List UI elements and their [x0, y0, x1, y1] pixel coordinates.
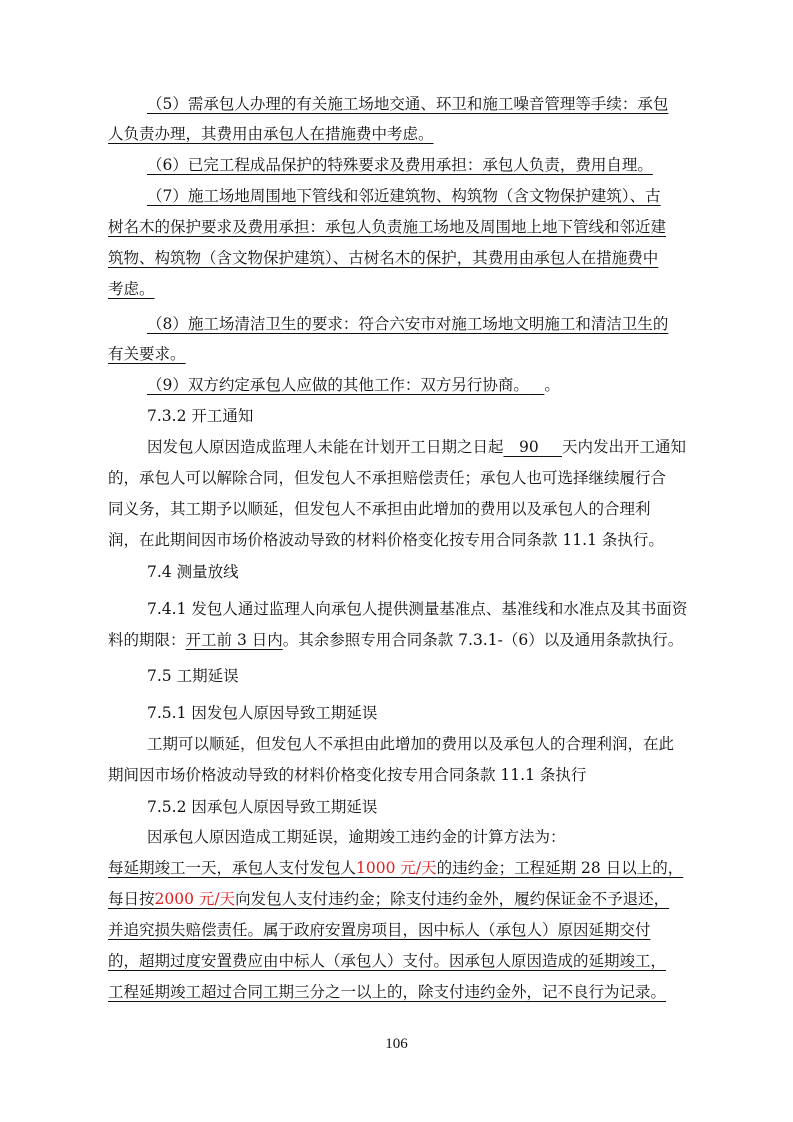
text-run: 7.5.2 因承包人原因导致工期延误 — [147, 798, 378, 816]
text-line — [108, 857, 683, 879]
filled-value: 开工前 3 日内 — [185, 631, 283, 649]
text-run: 。 — [544, 376, 560, 394]
text-run: 有关要求。 — [108, 345, 186, 363]
text-run: 工程延期竣工超过合同工期三分之一以上的，除支付违约金外，记不良行为记录。 — [108, 983, 667, 1001]
text-run: （9）双方约定承包人应做的其他工作：双方另行协商。 — [147, 376, 529, 394]
text-run: 期间因市场价格波动导致的材料价格变化按专用合同条款 11.1 条执行 — [108, 766, 587, 784]
text-line — [147, 313, 668, 335]
text-run: 的，超期过度安置费应由中标人（承包人）支付。因承包人原因造成的延期竣工， — [108, 952, 667, 970]
text-line — [108, 764, 586, 786]
penalty-rate: 1000 元/天 — [356, 859, 437, 877]
section-heading — [147, 405, 253, 427]
text-run: 筑物、构筑物（含文物保护建筑）、古树名木的保护，其费用由承包人在措施费中 — [108, 249, 659, 267]
section-heading — [147, 665, 239, 687]
text-run: 因承包人原因造成工期延误，逾期竣工违约金的计算方法为： — [147, 828, 566, 846]
text-line — [108, 216, 666, 238]
text-line — [147, 185, 661, 207]
section-heading — [147, 796, 377, 818]
text-run: 7.4 测量放线 — [147, 563, 239, 581]
text-run: 考虑。 — [108, 280, 155, 298]
text-run: 天内发出开工通知 — [562, 438, 687, 456]
text-line — [147, 93, 668, 115]
text-run: 每日按 — [108, 890, 155, 908]
text-run: 人负责办理，其费用由承包人在措施费中考虑。 — [108, 125, 434, 143]
text-line — [108, 919, 651, 941]
text-line — [108, 629, 683, 651]
text-run: 7.5 工期延误 — [147, 667, 239, 685]
text-line — [108, 343, 186, 365]
text-run: 工期可以顺延，但发包人不承担由此增加的费用以及承包人的合理利润，在此 — [147, 735, 675, 753]
text-run: 的违约金；工程延期 28 日以上的， — [436, 859, 684, 877]
text-line — [147, 374, 560, 396]
text-run: 料的期限： — [108, 631, 186, 649]
text-run: （7）施工场地周围地下管线和邻近建筑物、构筑物（含文物保护建筑）、古 — [147, 187, 661, 205]
text-line — [108, 498, 651, 520]
section-heading — [147, 702, 377, 724]
text-run: 7.5.1 因发包人原因导致工期延误 — [147, 704, 378, 722]
text-run: （5）需承包人办理的有关施工场地交通、环卫和施工噪音管理等手续：承包 — [147, 95, 669, 113]
text-line — [147, 598, 687, 620]
penalty-rate: 2000 元/天 — [154, 890, 236, 908]
text-line — [108, 278, 155, 300]
text-line — [108, 950, 666, 972]
text-run: 润，在此期间因市场价格波动导致的材料价格变化按专用合同条款 11.1 条执行。 — [108, 531, 664, 549]
text-run: 同义务，其工期予以顺延，但发包人不承担由此增加的费用以及承包人的合理利 — [108, 500, 651, 518]
text-run: 并追究损失赔偿责任。属于政府安置房项目，因中标人（承包人）原因延期交付 — [108, 921, 651, 939]
text-line — [108, 123, 434, 145]
text-run: 树名木的保护要求及费用承担：承包人负责施工场地及周围地上地下管线和邻近建 — [108, 218, 667, 236]
text-line — [108, 529, 664, 551]
text-line — [147, 154, 653, 176]
text-run: 。其余参照专用合同条款 7.3.1-（6）以及通用条款执行。 — [282, 631, 684, 649]
text-run: 每延期竣工一天，承包人支付发包人 — [108, 859, 357, 877]
text-run: 因发包人原因造成监理人未能在计划开工日期之日起 — [147, 438, 504, 456]
text-run: （6）已完工程成品保护的特殊要求及费用承担：承包人负责，费用自理。 — [147, 156, 653, 174]
page-number: 106 — [385, 1036, 408, 1052]
text-run: 的，承包人可以解除合同，但发包人不承担赔偿责任；承包人也可选择继续履行合 — [108, 469, 667, 487]
text-line — [147, 826, 566, 848]
filled-value: 90 — [519, 438, 539, 456]
text-run: （8）施工场清洁卫生的要求：符合六安市对施工场地文明施工和清洁卫生的 — [147, 315, 669, 333]
text-run: 7.4.1 发包人通过监理人向承包人提供测量基准点、基准线和水准点及其书面资 — [147, 600, 688, 618]
text-run: 7.3.2 开工通知 — [147, 407, 254, 425]
text-line — [108, 981, 666, 1003]
section-heading — [147, 561, 239, 583]
text-run: 向发包人支付违约金；除支付违约金外，履约保证金不予退还， — [235, 890, 670, 908]
text-line — [108, 467, 666, 489]
text-line — [147, 733, 674, 755]
text-line — [108, 888, 669, 910]
text-line — [147, 436, 686, 458]
text-line — [108, 247, 658, 269]
